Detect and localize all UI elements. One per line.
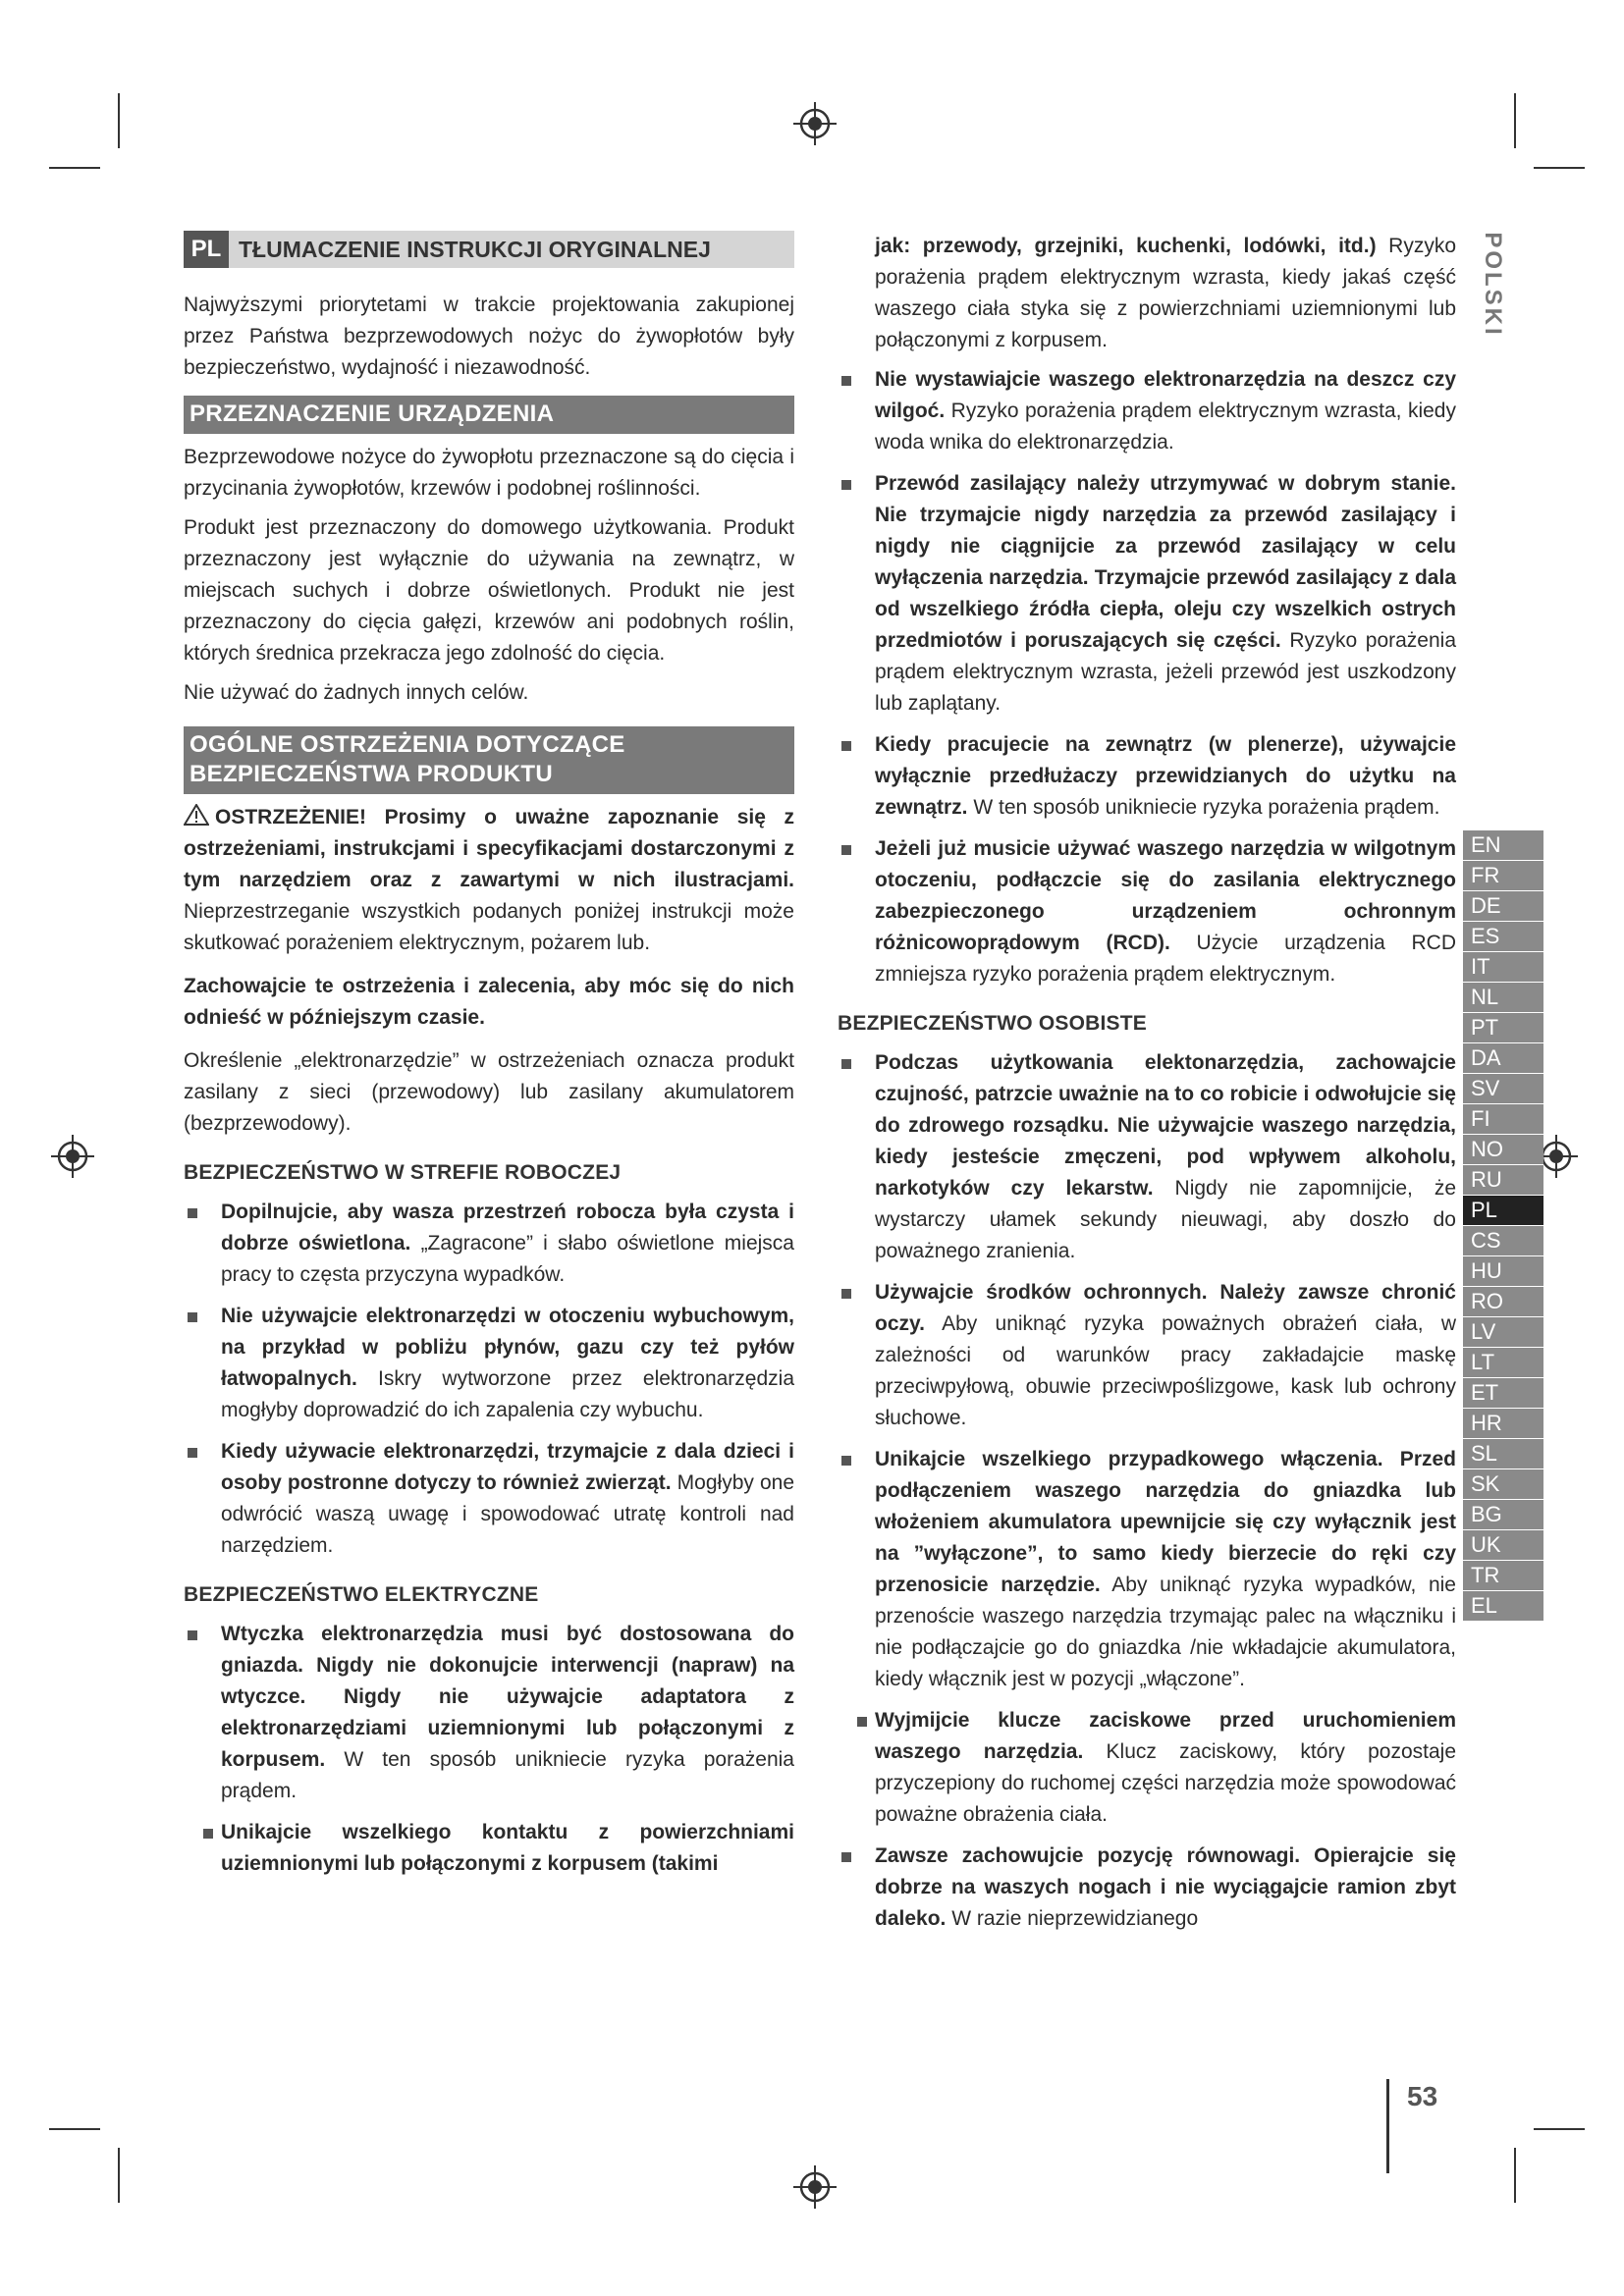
registration-mark-icon [51,1135,94,1178]
language-tab-sv[interactable]: SV [1463,1074,1543,1103]
crop-mark-bl-h [49,2128,100,2130]
item-text: Ryzyko porażenia prądem elektrycznym wzrasta, jeżeli przewód jest uszkodzony lub zaplątany. [875,629,1457,715]
bullet-square-icon [841,1059,851,1069]
page-number: 53 [1407,2081,1438,2111]
language-tab-fr[interactable]: FR [1463,861,1543,890]
page-number-divider [1386,2079,1389,2173]
bullet-square-icon [188,1312,197,1322]
subheading-personal-safety: BEZPIECZEŃSTWO OSOBISTE [838,1012,1147,1035]
language-tab-ru[interactable]: RU [1463,1165,1543,1195]
warning-text: Nieprzestrzeganie wszystkich podanych poniżej instrukcji może skutkować porażeniem elektrycznym, pożarem lub. [184,900,794,954]
bullet-square-icon [841,741,851,751]
item-text: Ryzyko porażenia prądem elektrycznym wzrasta, kiedy woda wnika do elektronarzędzia. [875,400,1456,454]
item-bold-text: Wyjmijcie klucze zaciskowe przed uruchomieniem waszego narzędzia. [875,1709,1456,1763]
language-tab-el[interactable]: EL [1463,1591,1543,1621]
intro-paragraph: Najwyższymi priorytetami w trakcie projektowania zakupionej przez Państwa bezprzewodowych nożyc do żywopłotów były bezpieczeństwo, wydajność i niezawodność. [184,294,794,379]
translation-header [184,231,794,268]
language-tab-bg[interactable]: BG [1463,1500,1543,1529]
list-item [184,1619,794,1807]
intended-use-p1: Bezprzewodowe nożyce do żywopłotu przeznaczone są do cięcia i przycinania żywopłotów, krzewów i podobnej roślinności. [184,446,794,500]
bullet-square-icon [203,1829,213,1839]
item-bold-text: Przewód zasilający należy utrzymywać w dobrym stanie. Nie trzymajcie nigdy narzędzia za przewód zasilający i nigdy nie ciągnijcie za przewód zasilający w celu wyłączenia narzędzia. Trzymajcie przewód zasilający z dala od wszelkiego źródła ciepła, oleju czy wszelkich ostrych przedmiotów i poruszających się części. [875,472,1456,652]
language-tab-sl[interactable]: SL [1463,1439,1543,1468]
bullet-square-icon [188,1630,197,1640]
bullet-square-icon [841,480,851,490]
registration-mark-icon [793,102,837,145]
language-tab-pl[interactable]: PL [1463,1196,1543,1225]
section-title-general-warnings [184,726,794,794]
language-tab-ro[interactable]: RO [1463,1287,1543,1316]
language-tab-nl[interactable]: NL [1463,983,1543,1012]
item-bold-text: Kiedy pracujecie na zewnątrz (w plenerze), używajcie wyłącznie przedłużaczy przewidzianych do użytku na zewnątrz. [875,733,1456,819]
language-tab-et[interactable]: ET [1463,1378,1543,1408]
item-text: W razie nieprzewidzianego [946,1907,1199,1930]
subheading-electrical-safety: BEZPIECZEŃSTWO ELEKTRYCZNE [184,1583,539,1606]
bullet-square-icon [188,1448,197,1458]
list-item [838,729,1456,824]
item-bold-text: Zawsze zachowujcie pozycję równowagi. Opierajcie się dobrze na waszych nogach i nie wyciągajcie ramion zbyt daleko. [875,1844,1456,1930]
side-language-text: POLSKI [1480,232,1506,338]
keep-warnings-text: Zachowajcie te ostrzeżenia i zalecenia, aby móc się do nich odnieść w późniejszym czasie. [184,975,794,1029]
bullet-square-icon [841,1852,851,1862]
bullet-square-icon [841,1289,851,1299]
language-tab-sk[interactable]: SK [1463,1469,1543,1499]
warning-bold-text: OSTRZEŻENIE! Prosimy o uważne zapoznanie się z ostrzeżeniami, instrukcjami i specyfikacjami dostarczonymi z tym narzędziem oraz z zawartymi w nich ilustracjami. [184,806,794,891]
item-text: W ten sposób unikniecie ryzyka porażenia prądem. [967,796,1440,819]
item-bold-text: Unikajcie wszelkiego kontaktu z powierzchniami uziemnionymi lub połączonymi z korpusem (takimi [221,1821,794,1875]
item-bold-text: Kiedy używacie elektronarzędzi, trzymajcie z dala dzieci i osoby postronne dotyczy to również zwierząt. [221,1440,794,1494]
power-tool-term-text: Określenie „elektronarzędzie” w ostrzeżeniach oznacza produkt zasilany z sieci (przewodowy) lub zasilany akumulatorem (bezprzewodowy). [184,1049,794,1135]
language-tab-lv[interactable]: LV [1463,1317,1543,1347]
language-tab-de[interactable]: DE [1463,891,1543,921]
bullet-square-icon [841,845,851,855]
section-title-line-2: BEZPIECZEŃSTWA PRODUKTU [189,761,554,787]
warning-triangle-icon [184,804,209,826]
continued-paragraph [838,231,1456,356]
crop-mark-tr-h [1534,167,1585,169]
item-text: Aby uniknąć ryzyka poważnych obrażeń ciała, w zależności od warunków pracy zakładajcie maskę przeciwpyłową, obuwie przeciwpoślizgowe, kask lub ochrony słuchowe. [875,1312,1456,1429]
crop-mark-br-v [1514,2148,1516,2203]
bullet-square-icon [857,1717,867,1727]
item-bold-text: Podczas użytkowania elektonarzędzia, zachowajcie czujność, patrzcie uważnie na to co robicie i odwołujcie się do zdrowego rozsądku. Nie używajcie waszego narzędzia, kiedy jesteście zmęczeni, pod wpływem alkoholu, narkotyków czy lekarstw. [875,1051,1456,1200]
item-text: Iskry wytworzone przez elektronarzędzia mogłyby doprowadzić do ich zapalenia czy wybuchu. [221,1367,794,1421]
item-text: Ryzyko porażenia prądem elektrycznym wzrasta, kiedy jakaś część waszego ciała styka się z powierzchniami uziemnionymi lub połączonymi z korpusem. [875,235,1456,351]
language-tab-da[interactable]: DA [1463,1043,1543,1073]
bullet-square-icon [841,376,851,386]
list-item [838,1705,1456,1831]
list-item [838,1047,1456,1267]
language-tab-uk[interactable]: UK [1463,1530,1543,1560]
crop-mark-bl-v [118,2148,120,2203]
language-tab-hr[interactable]: HR [1463,1409,1543,1438]
intended-use-p3: Nie używać do żadnych innych celów. [184,681,529,704]
language-tab-no[interactable]: NO [1463,1135,1543,1164]
item-text: W ten sposób unikniecie ryzyka porażenia prądem. [221,1748,794,1802]
item-text: Użycie urządzenia RCD zmniejsza ryzyko porażenia prądem elektrycznym. [875,932,1456,986]
language-tab-hu[interactable]: HU [1463,1256,1543,1286]
item-bold-text: Używajcie środków ochronnych. Należy zawsze chronić oczy. [875,1281,1456,1335]
translation-header-title: TŁUMACZENIE INSTRUKCJI ORYGINALNEJ [239,236,711,262]
list-item [838,833,1456,990]
item-bold-text: Wtyczka elektronarzędzia musi być dostosowana do gniazda. Nigdy nie dokonujcie interwencji (napraw) na wtyczce. Nigdy nie używajcie adaptatora z elektronarzędziami uziemnionymi lub połączonymi z korpusem. [221,1623,794,1771]
registration-mark-icon [793,2165,837,2209]
language-tab-tr[interactable]: TR [1463,1561,1543,1590]
language-tab-fi[interactable]: FI [1463,1104,1543,1134]
crop-mark-tl-h [49,167,100,169]
list-item [838,364,1456,458]
crop-mark-tl-v [118,93,120,148]
list-item [184,1436,794,1562]
item-text: Mogłyby one odwrócić waszą uwagę i spowodować utratę kontroli nad narzędziem. [221,1471,794,1557]
item-text: Aby uniknąć ryzyka wypadków, nie przenoście waszego narzędzia trzymając palec na włączniku i nie podłączajcie go do gniazdka /nie wkładajcie akumulatora, kiedy włącznik jest w pozycji „włączone”. [875,1574,1456,1690]
item-text: Klucz zaciskowy, który pozostaje przyczepiony do ruchomej części narzędzia może spowodować poważne obrażenia ciała. [875,1740,1456,1826]
list-item [838,1444,1456,1695]
item-bold-text: Nie używajcie elektronarzędzi w otoczeniu wybuchowym, na przykład w pobliżu płynów, gazu czy też pyłów łatwopalnych. [221,1305,794,1390]
language-badge: PL [184,231,229,268]
bullet-square-icon [841,1456,851,1466]
intended-use-p2: Produkt jest przeznaczony do domowego użytkowania. Produkt przeznaczony jest wyłącznie do używania na zewnątrz, w miejscach suchych i dobrze oświetlonych. Produkt nie jest przeznaczony do cięcia gałęzi, krzewów ani podobnych roślin, których średnica przekracza jego zdolność do cięcia. [184,516,794,665]
section-title-intended-use: PRZEZNACZENIE URZĄDZENIA [184,396,794,434]
language-tab-es[interactable]: ES [1463,922,1543,951]
crop-mark-tr-v [1514,93,1516,148]
item-text: Nigdy nie zapomnijcie, że wystarczy ułamek sekundy nieuwagi, aby doszło do poważnego zranienia. [875,1177,1456,1262]
list-item [184,1301,794,1426]
item-text: „Zagracone” i słabo oświetlone miejsca pracy to częsta przyczyna wypadków. [221,1232,794,1286]
language-tab-en[interactable]: EN [1463,830,1543,860]
side-language-label [1478,232,1507,340]
list-item [184,1197,794,1291]
language-tab-it[interactable]: IT [1463,952,1543,982]
list-item [838,1841,1456,1935]
bullet-square-icon [188,1208,197,1218]
item-bold-text: Unikajcie wszelkiego przypadkowego włączenia. Przed podłączeniem waszego narzędzia do gniazdka lub włożeniem akumulatora upewnijcie się czy wyłącznik jest na ”wyłączone”, to samo kiedy bierzecie do ręki czy przenosicie narzędzie. [875,1448,1456,1596]
language-tab-lt[interactable]: LT [1463,1348,1543,1377]
subheading-work-area: BEZPIECZEŃSTWO W STREFIE ROBOCZEJ [184,1161,622,1184]
right-column [838,231,1456,1945]
crop-mark-br-h [1534,2128,1585,2130]
item-bold-text: Dopilnujcie, aby wasza przestrzeń robocza była czysta i dobrze oświetlona. [221,1201,794,1255]
language-tab-list [1463,830,1543,1622]
item-bold-text: Nie wystawiajcie waszego elektronarzędzia na deszcz czy wilgoć. [875,368,1456,422]
item-bold-text: jak: przewody, grzejniki, kuchenki, lodówki, itd.) [875,235,1377,257]
list-item [184,1817,794,1880]
warning-paragraph [184,802,794,959]
left-column [184,231,794,1890]
language-tab-pt[interactable]: PT [1463,1013,1543,1042]
section-title-line-1: OGÓLNE OSTRZEŻENIA DOTYCZĄCE [189,731,625,758]
item-bold-text: Jeżeli już musicie używać waszego narzędzia w wilgotnym otoczeniu, podłączcie się do zasilania elektrycznego zabezpieczonego urządzeniem ochronnym różnicowoprądowym (RCD). [875,837,1456,954]
language-tab-cs[interactable]: CS [1463,1226,1543,1255]
list-item [838,1277,1456,1434]
list-item [838,468,1456,720]
